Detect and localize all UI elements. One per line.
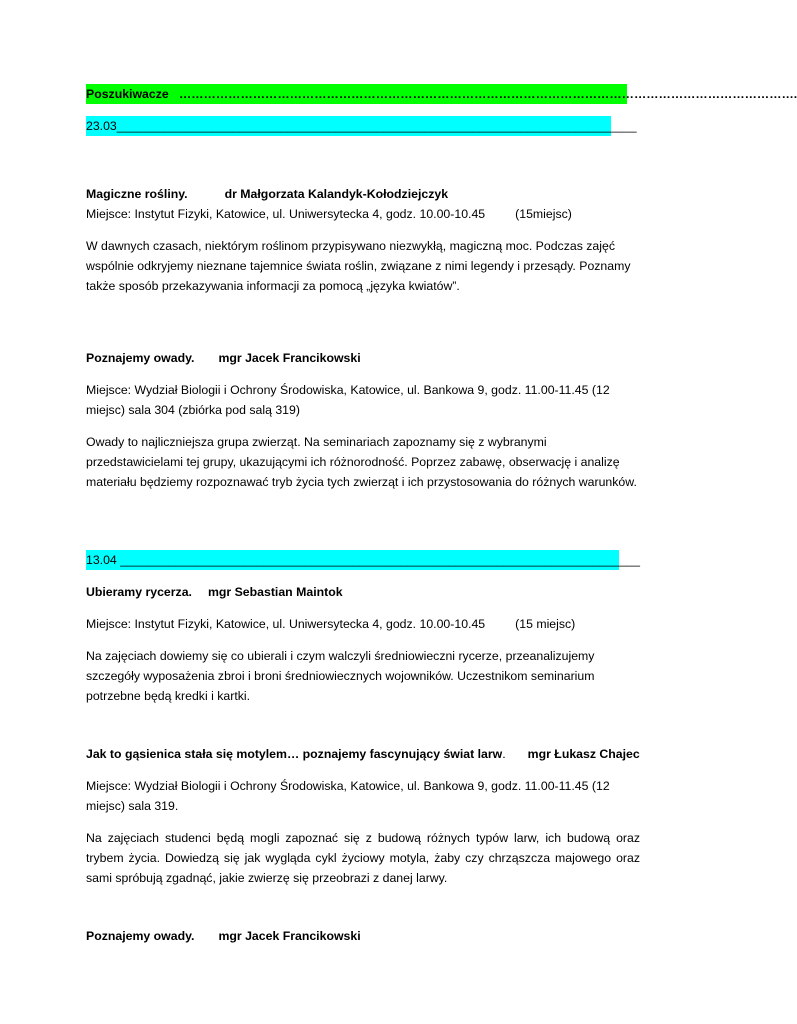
event-magiczne-rosliny — [86, 184, 640, 296]
event-heading: Jak to gąsienica stała się motylem… poznajemy fascynujący świat larw. mgr Łukasz Chajec — [86, 747, 640, 761]
event-title: Poznajemy owady. — [86, 929, 195, 943]
title-text: Poszukiwacze — [86, 87, 169, 101]
event-place: Miejsce: Wydział Biologii i Ochrony Środowiska, Katowice, ul. Bankowa 9, godz. 11.00-11.45 (12 miejsc) sala 319. — [86, 779, 610, 813]
date-text: 23.03 — [86, 119, 117, 133]
event-description: Owady to najliczniejsza grupa zwierząt. Na seminariach zapoznamy się z wybranymi przedstawicielami tej grupy, ukazującymi ich różnorodność. Poprzez zabawę, obserwację i analizę materiału będziemy rozpoznawać tryb życia tych zwierząt i ich przystosowania do różnych warunków. — [86, 435, 637, 489]
date-heading-13-04 — [86, 550, 640, 570]
event-title: Poznajemy owady. — [86, 351, 195, 365]
event-heading — [86, 184, 640, 204]
event-heading — [86, 348, 640, 368]
event-description: W dawnych czasach, niektórym roślinom przypisywano niezwykłą, magiczną moc. Podczas zajęć wspólnie odkryjemy nieznane tajemnice świata roślin, związane z nimi legendy i przesądy. Poznamy także sposób przekazywania informacji za pomocą „języka kwiatów”. — [86, 239, 631, 293]
title-leader-dots: ……………………………………………………………………………………………………………………………………. — [178, 87, 797, 101]
event-lecturer: mgr Sebastian Maintok — [207, 585, 343, 599]
page-title — [86, 84, 797, 104]
event-place: Miejsce: Wydział Biologii i Ochrony Środowiska, Katowice, ul. Bankowa 9, godz. 11.00-11.45 (12 miejsc) sala 304 (zbiórka pod salą 319) — [86, 383, 610, 417]
date-heading-23-03 — [86, 116, 637, 136]
event-gasienica-motyl — [86, 744, 640, 888]
event-ubieramy-rycerza — [86, 582, 640, 706]
event-lecturer: mgr Jacek Francikowski — [218, 929, 361, 943]
event-heading — [86, 926, 640, 946]
event-description: Na zajęciach studenci będą mogli zapoznać się z budową różnych typów larw, ich budową oraz trybem życia. Dowiedzą się jak wygląda cykl życiowy motyla, żaby czy chrząszcza majowego oraz sami spróbują zgadnąć, jakie zwierzę się przeobrazi z danej larwy. — [86, 831, 640, 885]
event-place: Miejsce: Instytut Fizyki, Katowice, ul. Uniwersytecka 4, godz. 10.00-10.45 (15 miejsc) — [86, 617, 576, 631]
event-title: Magiczne rośliny. — [86, 187, 188, 201]
event-heading — [86, 582, 640, 602]
date-text: 13.04 — [86, 553, 117, 567]
event-title: Ubieramy rycerza. — [86, 585, 192, 599]
event-seats: (15miejsc) — [515, 207, 572, 221]
event-seats: (15 miejsc) — [515, 617, 576, 631]
event-title: Jak to gąsienica stała się motylem… poznajemy fascynujący świat larw — [86, 747, 503, 761]
event-lecturer: dr Małgorzata Kalandyk-Kołodziejczyk — [224, 187, 449, 201]
event-description: Na zajęciach dowiemy się co ubierali i czym walczyli średniowieczni rycerze, przeanalizujemy szczegóły wyposażenia zbroi i broni średniowiecznych wojowników. Uczestnikom seminarium potrzebne będą kredki i kartki. — [86, 649, 595, 703]
event-place: Miejsce: Instytut Fizyki, Katowice, ul. Uniwersytecka 4, godz. 10.00-10.45 (15miejsc) — [86, 207, 572, 221]
date-underline: ____________________________________________________________________________ — [116, 119, 637, 133]
date-underline: ____________________________________________________________________________ — [116, 553, 640, 567]
event-poznajemy-owady-1 — [86, 348, 640, 492]
event-poznajemy-owady-2 — [86, 926, 640, 946]
event-lecturer: mgr Łukasz Chajec — [527, 747, 640, 761]
event-lecturer: mgr Jacek Francikowski — [218, 351, 361, 365]
